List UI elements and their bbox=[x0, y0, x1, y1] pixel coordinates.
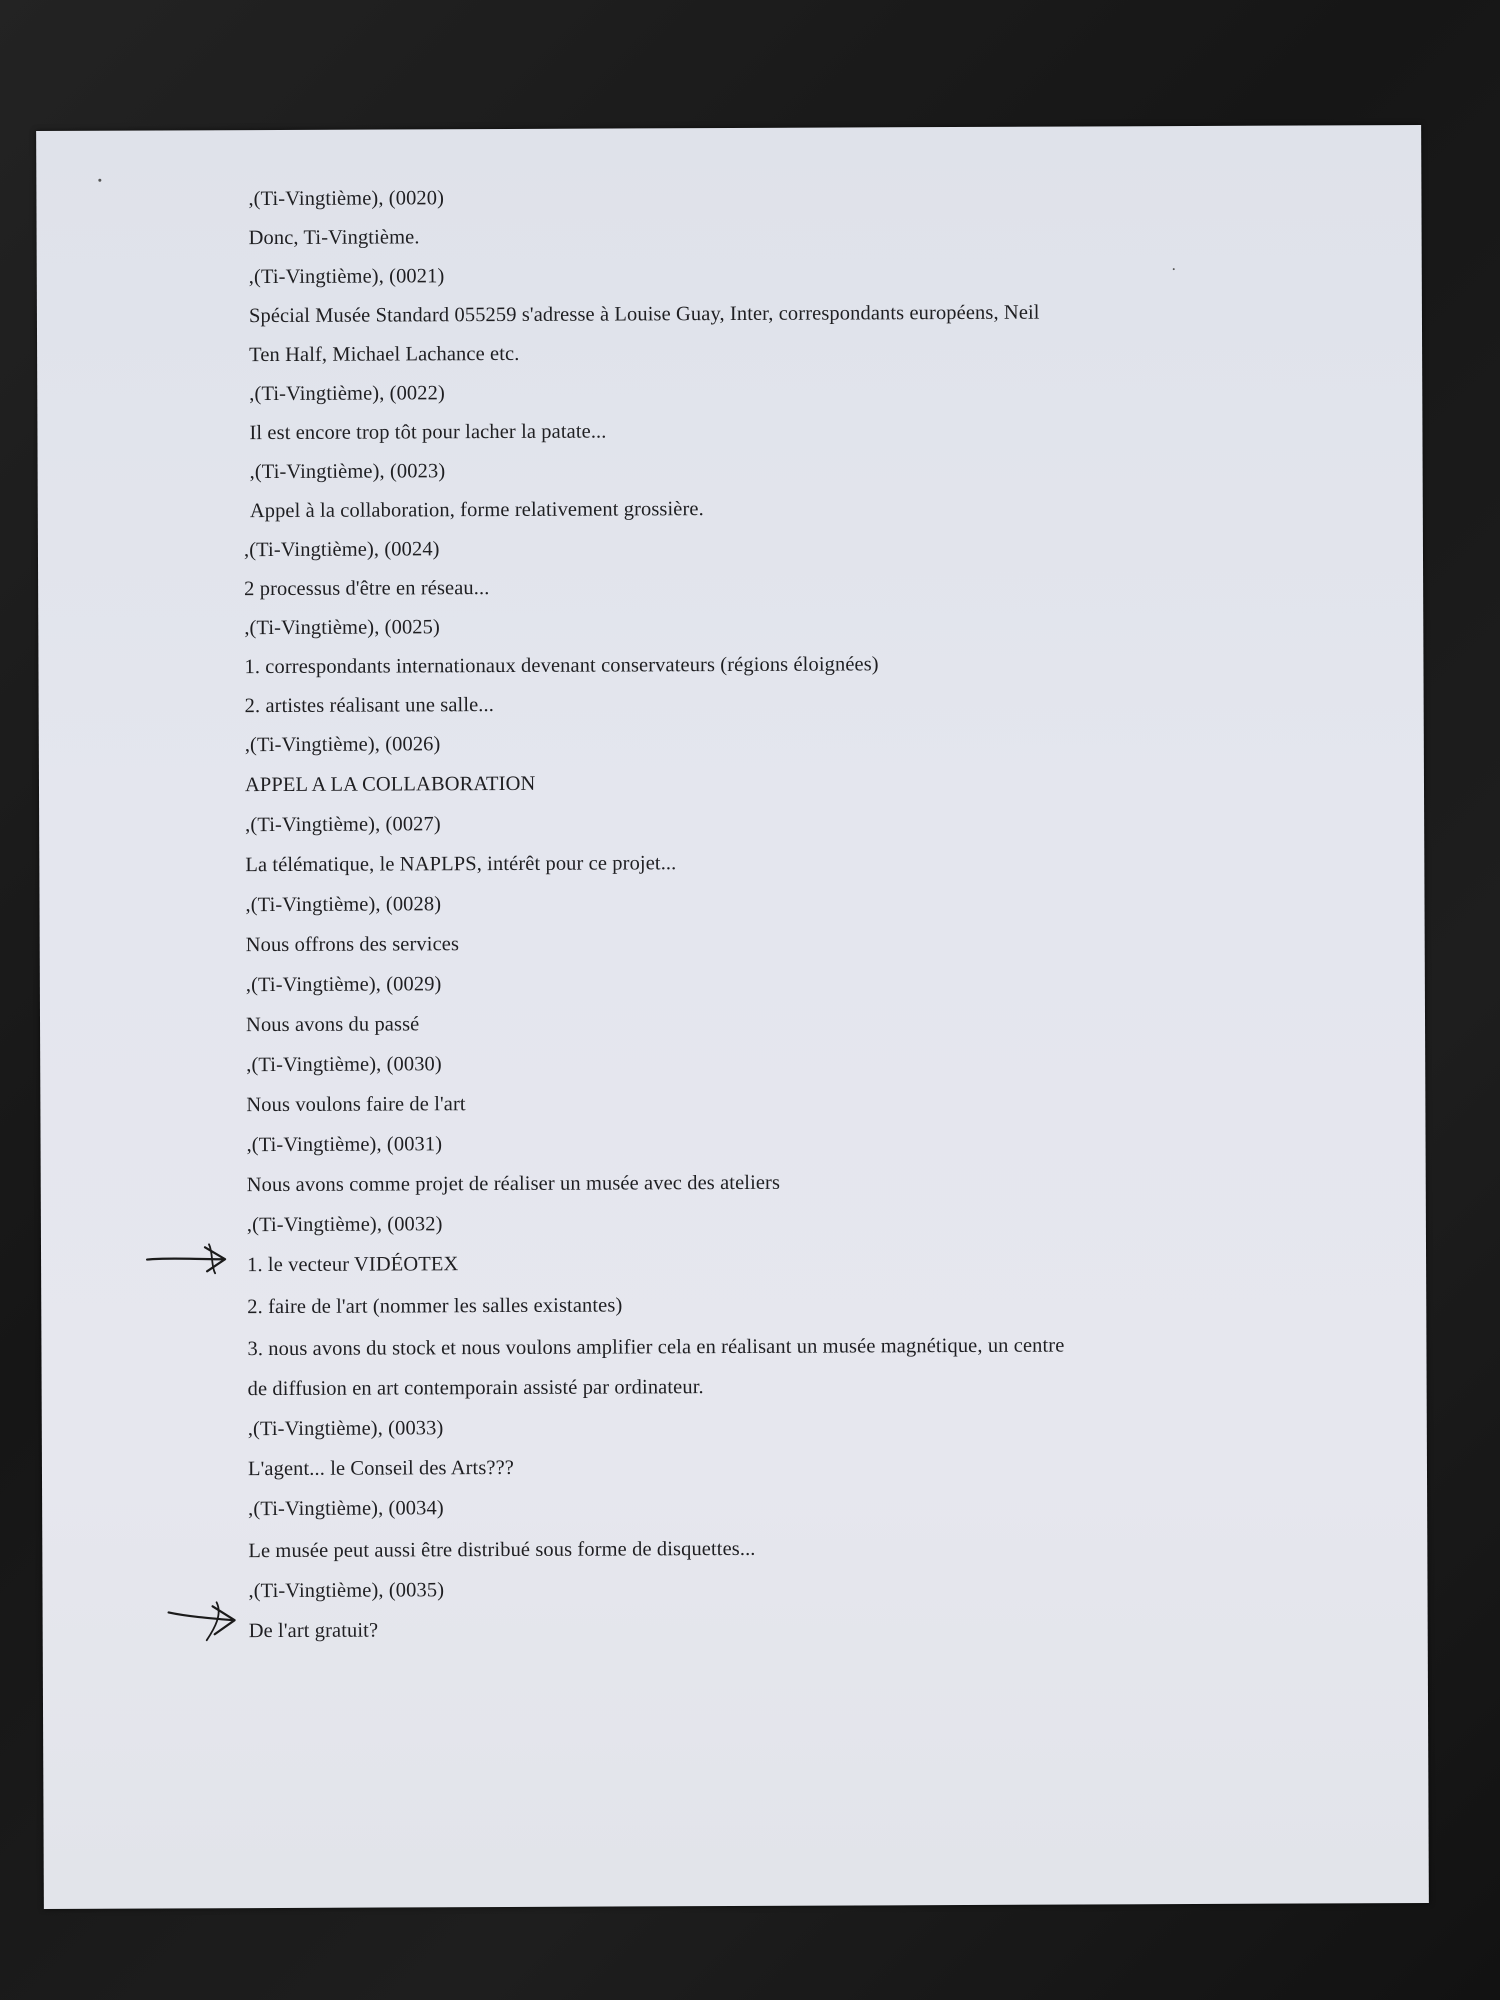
entry-header: ,(Ti-Vingtième), (0027) bbox=[245, 813, 441, 837]
entry-header: ,(Ti-Vingtième), (0030) bbox=[246, 1053, 442, 1077]
entry-text: de diffusion en art contemporain assisté par ordinateur. bbox=[247, 1376, 704, 1401]
entry-header: ,(Ti-Vingtième), (0020) bbox=[248, 187, 445, 211]
entry-text: La télématique, le NAPLPS, intérêt pour ce projet... bbox=[245, 852, 677, 877]
entry-header: ,(Ti-Vingtième), (0033) bbox=[247, 1417, 444, 1441]
entry-header: ,(Ti-Vingtième), (0029) bbox=[245, 973, 442, 997]
entry-header: ,(Ti-Vingtième), (0034) bbox=[248, 1497, 444, 1521]
entry-text: Nous avons comme projet de réaliser un musée avec des ateliers bbox=[246, 1171, 781, 1197]
entry-text: 2. artistes réalisant une salle... bbox=[244, 694, 495, 718]
entry-header: ,(Ti-Vingtième), (0031) bbox=[246, 1133, 443, 1157]
paper-sheet bbox=[36, 125, 1429, 1909]
entry-header: ,(Ti-Vingtième), (0025) bbox=[244, 616, 440, 640]
entry-text: 1. correspondants internationaux devenant conservateurs (régions éloignées) bbox=[244, 653, 879, 679]
entry-text: Donc, Ti-Vingtième. bbox=[248, 226, 420, 250]
entry-text: Nous voulons faire de l'art bbox=[246, 1093, 466, 1117]
entry-text: Il est encore trop tôt pour lacher la patate... bbox=[249, 420, 607, 445]
entry-text: APPEL A LA COLLABORATION bbox=[244, 772, 536, 797]
entry-header: ,(Ti-Vingtième), (0032) bbox=[246, 1213, 443, 1237]
entry-text: 3. nous avons du stock et nous voulons amplifier cela en réalisant un musée magnétique, un centre bbox=[247, 1334, 1065, 1361]
ink-speck bbox=[98, 179, 101, 182]
entry-text: Nous avons du passé bbox=[245, 1013, 420, 1037]
handwritten-arrow-icon bbox=[165, 1598, 245, 1644]
entry-header: ,(Ti-Vingtième), (0028) bbox=[245, 893, 442, 917]
entry-text: Appel à la collaboration, forme relativement grossière. bbox=[249, 498, 704, 523]
entry-text: Spécial Musée Standard 055259 s'adresse à Louise Guay, Inter, correspondants européens, Neil bbox=[248, 301, 1040, 328]
entry-text: 2 processus d'être en réseau... bbox=[244, 577, 490, 601]
entry-text: 2. faire de l'art (nommer les salles existantes) bbox=[247, 1294, 623, 1319]
entry-text: L'agent... le Conseil des Arts??? bbox=[247, 1456, 515, 1481]
entry-header: ,(Ti-Vingtième), (0021) bbox=[248, 265, 445, 289]
entry-header: ,(Ti-Vingtième), (0023) bbox=[249, 460, 446, 484]
entry-text: 1. le vecteur VIDÉOTEX bbox=[247, 1253, 459, 1277]
handwritten-arrow-icon bbox=[145, 1238, 235, 1278]
entry-text: Nous offrons des services bbox=[245, 933, 460, 957]
entry-text: De l'art gratuit? bbox=[248, 1619, 379, 1643]
entry-header: ,(Ti-Vingtième), (0035) bbox=[248, 1579, 445, 1603]
entry-header: ,(Ti-Vingtième), (0026) bbox=[244, 733, 441, 757]
entry-header: ,(Ti-Vingtième), (0022) bbox=[249, 382, 445, 406]
entry-text: Le musée peut aussi être distribué sous forme de disquettes... bbox=[248, 1537, 756, 1563]
entry-text: Ten Half, Michael Lachance etc. bbox=[249, 342, 520, 367]
ink-speck bbox=[1173, 268, 1175, 270]
entry-header: ,(Ti-Vingtième), (0024) bbox=[243, 538, 440, 562]
